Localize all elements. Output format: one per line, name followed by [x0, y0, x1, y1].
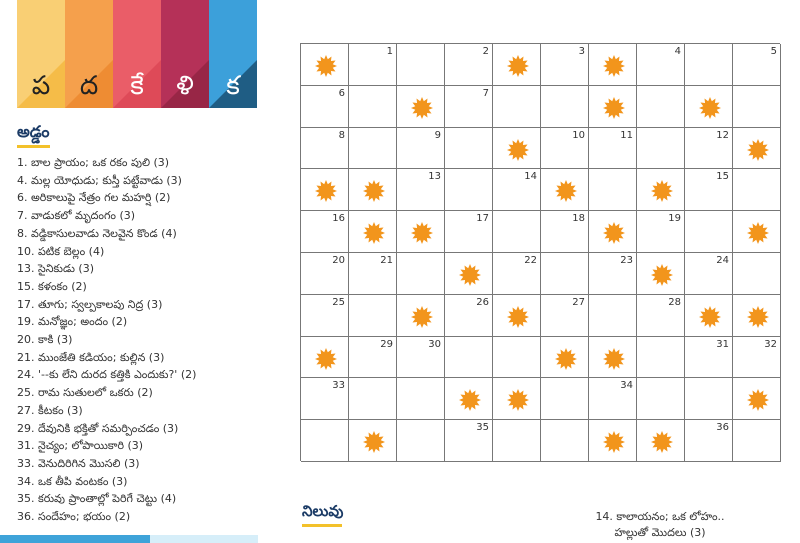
grid-block-cell — [445, 378, 493, 420]
bottom-color-bar-light — [150, 535, 258, 543]
down-clue-14-line2: హల్లుతో మొదలు (3) — [614, 526, 706, 539]
grid-cell[interactable] — [301, 128, 349, 170]
grid-cell[interactable] — [637, 295, 685, 337]
cell-number: 19 — [668, 213, 681, 225]
sun-block-icon — [507, 139, 529, 161]
across-heading: అడ్డం — [17, 122, 50, 141]
bottom-color-bar — [0, 535, 258, 543]
grid-cell[interactable] — [349, 44, 397, 86]
cell-number: 30 — [428, 338, 441, 350]
cell-number: 4 — [674, 46, 681, 57]
title-tile — [17, 0, 65, 108]
grid-cell[interactable] — [589, 253, 637, 295]
down-heading: నిలువు — [302, 502, 344, 520]
cell-number: 2 — [482, 46, 489, 57]
cell-number: 10 — [572, 129, 585, 141]
grid-cell[interactable] — [733, 169, 781, 211]
across-clue: 17. తూగు; స్వల్పకాలపు నిద్ర (3) — [17, 297, 163, 311]
grid-block-cell — [493, 378, 541, 420]
grid-block-cell — [589, 211, 637, 253]
grid-cell[interactable] — [589, 378, 637, 420]
across-clue: 25. రామ సుతులలో ఒకరు (2) — [17, 386, 153, 400]
sun-block-icon — [603, 97, 625, 119]
grid-block-cell — [733, 128, 781, 170]
grid-cell[interactable] — [445, 211, 493, 253]
cell-number: 32 — [764, 338, 777, 350]
grid-cell[interactable] — [733, 337, 781, 379]
sun-block-icon — [459, 389, 481, 411]
cell-number: 12 — [716, 129, 729, 141]
grid-block-cell — [493, 295, 541, 337]
sun-block-icon — [747, 222, 769, 244]
title-tile-letter: కే — [130, 71, 144, 101]
sun-block-icon — [507, 55, 529, 77]
grid-cell[interactable] — [349, 378, 397, 420]
down-heading-underline — [302, 524, 342, 527]
grid-cell[interactable] — [493, 337, 541, 379]
across-clue: 33. వెనుదిరిగిన మొసలి (3) — [17, 456, 140, 470]
grid-cell[interactable] — [685, 169, 733, 211]
grid-cell[interactable] — [589, 169, 637, 211]
grid-block-cell — [301, 337, 349, 379]
cell-number: 23 — [620, 254, 633, 266]
cell-number: 26 — [476, 296, 489, 308]
grid-block-cell — [349, 420, 397, 462]
grid-cell[interactable] — [445, 337, 493, 379]
grid-cell[interactable] — [733, 253, 781, 295]
cell-number: 7 — [482, 87, 489, 99]
grid-cell[interactable] — [733, 420, 781, 462]
grid-cell[interactable] — [397, 128, 445, 170]
grid-block-cell — [349, 211, 397, 253]
across-clue: 15. కళంకం (2) — [17, 279, 87, 293]
title-tile-letter: క — [226, 71, 240, 101]
sun-block-icon — [507, 306, 529, 328]
sun-block-icon — [459, 264, 481, 286]
grid-block-cell — [493, 44, 541, 86]
crossword-grid — [300, 43, 780, 461]
sun-block-icon — [603, 431, 625, 453]
grid-cell[interactable] — [349, 128, 397, 170]
grid-cell[interactable] — [493, 253, 541, 295]
cell-number: 5 — [770, 46, 777, 57]
sun-block-icon — [411, 222, 433, 244]
sun-block-icon — [555, 180, 577, 202]
sun-block-icon — [363, 431, 385, 453]
across-clue-list — [17, 154, 297, 526]
sun-block-icon — [363, 180, 385, 202]
grid-block-cell — [541, 169, 589, 211]
across-clue: 35. కరువు ప్రాంతాల్లో పెరిగే చెట్టు (4) — [17, 492, 177, 506]
across-clue: 36. సందేహం; భయం (2) — [17, 510, 131, 524]
cell-number: 13 — [428, 171, 441, 183]
cell-number: 28 — [668, 296, 681, 308]
grid-cell[interactable] — [445, 295, 493, 337]
title-tile — [113, 0, 161, 108]
grid-cell[interactable] — [301, 420, 349, 462]
cell-number: 15 — [716, 171, 729, 183]
grid-cell[interactable] — [685, 337, 733, 379]
grid-cell[interactable] — [445, 128, 493, 170]
across-clue: 34. ఒక తీపి వంటకం (3) — [17, 474, 128, 488]
grid-block-cell — [397, 295, 445, 337]
grid-cell[interactable] — [445, 169, 493, 211]
cell-number: 34 — [620, 380, 633, 392]
grid-block-cell — [733, 378, 781, 420]
cell-number: 14 — [524, 171, 537, 183]
grid-cell[interactable] — [397, 337, 445, 379]
grid-cell[interactable] — [685, 378, 733, 420]
cell-number: 24 — [716, 254, 729, 266]
grid-cell[interactable] — [541, 128, 589, 170]
cell-number: 33 — [332, 380, 345, 392]
across-clue: 24. '--కు లేని దురద కత్తికి ఎందుకు?' (2) — [17, 368, 197, 382]
grid-cell[interactable] — [301, 86, 349, 128]
across-clue: 1. బాల ప్రాయం; ఒక రకం పులి (3) — [17, 156, 170, 169]
grid-cell[interactable] — [541, 211, 589, 253]
across-clue: 7. వాడుకలో మృదంగం (3) — [17, 209, 136, 223]
grid-cell[interactable] — [685, 44, 733, 86]
grid-cell[interactable] — [541, 253, 589, 295]
cell-number: 16 — [332, 213, 345, 225]
grid-cell[interactable] — [493, 169, 541, 211]
grid-cell[interactable] — [301, 211, 349, 253]
grid-cell[interactable] — [493, 420, 541, 462]
grid-block-cell — [733, 295, 781, 337]
grid-block-cell — [397, 86, 445, 128]
grid-block-cell — [589, 337, 637, 379]
grid-block-cell — [589, 420, 637, 462]
title-tile-letter: ళి — [176, 71, 194, 101]
across-clue: 4. మల్ల యోధుడు; కుస్తీ పట్టేవాడు (3) — [17, 173, 182, 187]
grid-cell[interactable] — [637, 378, 685, 420]
across-clue: 8. వడ్డికాసులవాడు నెలవైన కొండ (4) — [17, 226, 177, 240]
sun-block-icon — [315, 55, 337, 77]
grid-cell[interactable] — [445, 86, 493, 128]
title-tile — [65, 0, 113, 108]
grid-cell[interactable] — [637, 337, 685, 379]
grid-cell[interactable] — [397, 420, 445, 462]
cell-number: 8 — [338, 129, 345, 141]
sun-block-icon — [747, 139, 769, 161]
sun-block-icon — [507, 389, 529, 411]
across-clue: 6. అరికాలుపై నేత్రం గల మహర్షి (2) — [17, 191, 171, 205]
sun-block-icon — [699, 306, 721, 328]
grid-cell[interactable] — [301, 295, 349, 337]
grid-cell[interactable] — [685, 128, 733, 170]
grid-block-cell — [301, 44, 349, 86]
grid-cell[interactable] — [493, 211, 541, 253]
grid-cell[interactable] — [541, 378, 589, 420]
grid-block-cell — [637, 169, 685, 211]
sun-block-icon — [747, 306, 769, 328]
title-tile — [209, 0, 257, 108]
grid-cell[interactable] — [493, 86, 541, 128]
down-clue-14-line1: 14. కాలాయనం; ఒక లోహం.. — [595, 510, 725, 523]
grid-cell[interactable] — [637, 211, 685, 253]
cell-number: 29 — [380, 338, 393, 350]
grid-block-cell — [397, 211, 445, 253]
grid-cell[interactable] — [541, 44, 589, 86]
sun-block-icon — [603, 348, 625, 370]
cell-number: 31 — [716, 338, 729, 350]
sun-block-icon — [555, 348, 577, 370]
cell-number: 36 — [716, 422, 729, 434]
grid-block-cell — [301, 169, 349, 211]
cell-number: 6 — [338, 87, 345, 99]
title-tile-letter: ద — [79, 71, 99, 101]
grid-cell[interactable] — [685, 211, 733, 253]
grid-cell[interactable] — [301, 378, 349, 420]
grid-cell[interactable] — [589, 295, 637, 337]
grid-cell[interactable] — [685, 253, 733, 295]
cell-number: 25 — [332, 296, 345, 308]
sun-block-icon — [603, 55, 625, 77]
cell-number: 18 — [572, 213, 585, 225]
cell-number: 3 — [578, 46, 585, 57]
grid-cell[interactable] — [637, 44, 685, 86]
grid-cell[interactable] — [349, 295, 397, 337]
grid-cell[interactable] — [733, 86, 781, 128]
across-clue: 21. ముంజేతి కడియం; కుల్లిన (3) — [17, 350, 165, 364]
sun-block-icon — [411, 97, 433, 119]
grid-block-cell — [589, 86, 637, 128]
grid-block-cell — [685, 86, 733, 128]
sun-block-icon — [651, 264, 673, 286]
grid-cell[interactable] — [541, 86, 589, 128]
grid-cell[interactable] — [397, 169, 445, 211]
across-clue: 29. దేవునికి భక్తితో సమర్పించడం (3) — [17, 421, 179, 435]
cell-number: 9 — [434, 129, 441, 141]
sun-block-icon — [411, 306, 433, 328]
grid-cell[interactable] — [445, 420, 493, 462]
grid-cell[interactable] — [733, 44, 781, 86]
grid-block-cell — [589, 44, 637, 86]
grid-cell[interactable] — [541, 295, 589, 337]
across-clue: 20. కాకి (3) — [17, 333, 73, 347]
grid-cell[interactable] — [445, 44, 493, 86]
grid-block-cell — [349, 169, 397, 211]
grid-cell[interactable] — [637, 86, 685, 128]
across-clue: 19. మనోజ్ఞం; అందం (2) — [17, 315, 128, 329]
across-clue: 10. పటిక బెల్లం (4) — [17, 244, 105, 258]
cell-number: 11 — [620, 129, 633, 141]
grid-block-cell — [541, 337, 589, 379]
cell-number: 20 — [332, 254, 345, 266]
cell-number: 21 — [380, 254, 393, 266]
across-clue: 13. సైనికుడు (3) — [17, 262, 95, 276]
sun-block-icon — [699, 97, 721, 119]
grid-block-cell — [733, 211, 781, 253]
sun-block-icon — [603, 222, 625, 244]
grid-cell[interactable] — [397, 44, 445, 86]
title-tiles — [17, 0, 257, 108]
grid-block-cell — [493, 128, 541, 170]
sun-block-icon — [651, 180, 673, 202]
across-clue: 27. కీటకం (3) — [17, 403, 83, 417]
title-tile-letter: ప — [31, 71, 51, 101]
grid-cell[interactable] — [397, 253, 445, 295]
grid-cell[interactable] — [349, 337, 397, 379]
sun-block-icon — [315, 348, 337, 370]
grid-block-cell — [637, 420, 685, 462]
sun-block-icon — [315, 180, 337, 202]
sun-block-icon — [651, 431, 673, 453]
cell-number: 27 — [572, 296, 585, 308]
grid-block-cell — [637, 253, 685, 295]
sun-block-icon — [747, 389, 769, 411]
cell-number: 17 — [476, 213, 489, 225]
cell-number: 1 — [386, 46, 393, 57]
grid-cell[interactable] — [349, 86, 397, 128]
down-clue-14 — [560, 509, 760, 541]
title-tile — [161, 0, 209, 108]
grid-block-cell — [685, 295, 733, 337]
grid-block-cell — [445, 253, 493, 295]
across-clue: 31. నైచ్యం; లోపాయికారి (3) — [17, 439, 144, 453]
grid-cell[interactable] — [589, 128, 637, 170]
cell-number: 22 — [524, 254, 537, 266]
grid-cell[interactable] — [685, 420, 733, 462]
cell-number: 35 — [476, 422, 489, 434]
grid-cell[interactable] — [637, 128, 685, 170]
grid-cell[interactable] — [349, 253, 397, 295]
grid-cell[interactable] — [301, 253, 349, 295]
across-heading-underline — [17, 145, 50, 148]
grid-cell[interactable] — [397, 378, 445, 420]
sun-block-icon — [363, 222, 385, 244]
grid-cell[interactable] — [541, 420, 589, 462]
